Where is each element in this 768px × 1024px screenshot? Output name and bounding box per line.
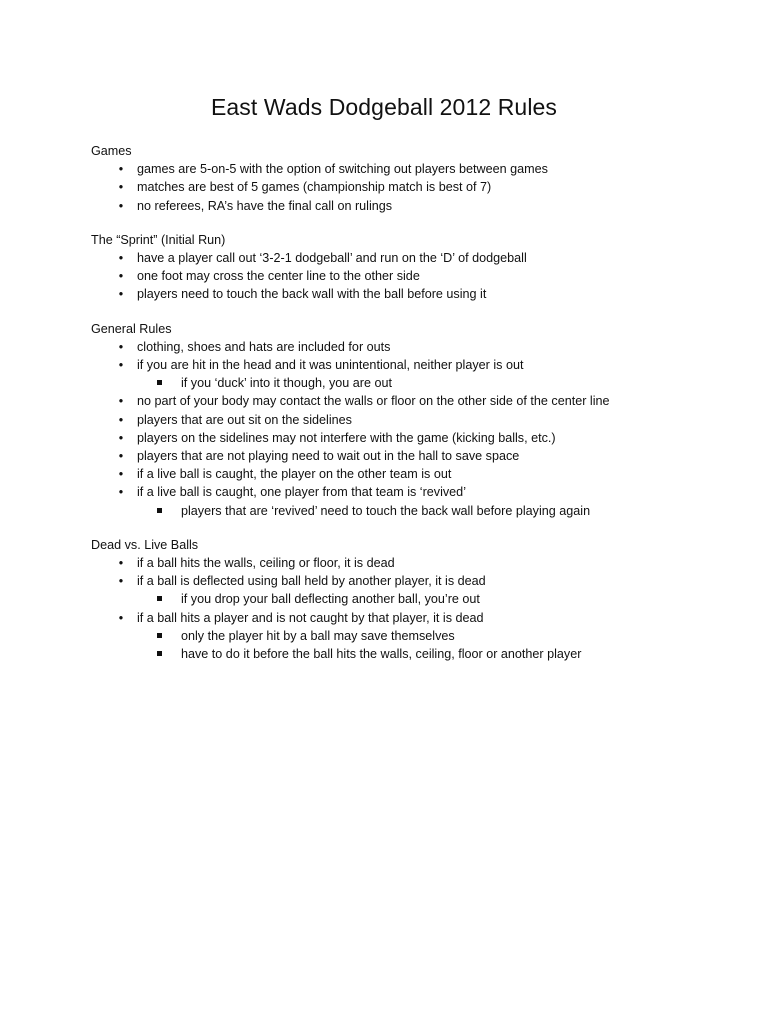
rule-subitem-text: players that are ‘revived’ need to touch the back wall before playing again [181,503,591,518]
section-heading: The “Sprint” (Initial Run) [91,232,226,247]
bullet-icon: • [118,556,124,571]
square-bullet-icon [157,651,162,656]
rule-item [91,197,711,215]
rules-section [91,320,711,520]
rule-item [91,554,711,572]
square-bullet-icon [157,633,162,638]
rule-item [91,429,711,447]
rule-item [91,338,711,356]
rule-item [91,465,711,483]
rule-subitem [91,502,711,520]
rule-subitem [91,645,711,663]
rule-subitem-text: if you drop your ball deflecting another ball, you’re out [181,592,480,607]
rule-item-text: no referees, RA’s have the final call on rulings [137,198,393,213]
section-heading: Dead vs. Live Balls [91,537,199,552]
bullet-icon: • [118,162,124,177]
rules-section [91,142,711,215]
rule-item-text: if a ball hits a player and is not caught by that player, it is dead [137,610,484,625]
bullet-icon: • [118,412,124,427]
rule-item-text: players that are not playing need to wait out in the hall to save space [137,449,520,464]
rule-list [91,160,711,215]
rule-list [91,249,711,304]
rule-item [91,267,711,285]
bullet-icon: • [118,269,124,284]
rule-item [91,285,711,303]
bullet-icon: • [118,485,124,500]
bullet-icon: • [118,287,124,302]
rule-item-text: games are 5-on-5 with the option of switching out players between games [137,162,548,177]
bullet-icon: • [118,467,124,482]
bullet-icon: • [118,610,124,625]
rule-item-text: players on the sidelines may not interfere with the game (kicking balls, etc.) [137,430,556,445]
rule-item [91,249,711,267]
rule-item [91,178,711,196]
rule-item [91,447,711,465]
rule-subitem [91,374,711,392]
rule-subitem-text: only the player hit by a ball may save themselves [181,628,455,643]
rule-item-text: clothing, shoes and hats are included for outs [137,339,391,354]
rule-item-text: if a ball is deflected using ball held by another player, it is dead [137,574,486,589]
bullet-icon: • [118,574,124,589]
bullet-icon: • [118,198,124,213]
rule-item [91,483,711,501]
bullet-icon: • [118,251,124,266]
rule-item-text: players need to touch the back wall with the ball before using it [137,287,487,302]
bullet-icon: • [118,430,124,445]
rules-section [91,536,711,663]
rule-item-text: if a ball hits the walls, ceiling or floor, it is dead [137,556,395,571]
rule-subitem [91,627,711,645]
rule-subitem-text: have to do it before the ball hits the walls, ceiling, floor or another player [181,647,582,662]
bullet-icon: • [118,394,124,409]
bullet-icon: • [118,339,124,354]
rule-list [91,338,711,520]
rule-item-text: players that are out sit on the sidelines [137,412,352,427]
section-heading: Games [91,144,132,158]
rule-item [91,411,711,429]
document-body [91,142,711,679]
square-bullet-icon [157,380,162,385]
rule-item [91,572,711,590]
rules-section [91,231,711,304]
bullet-icon: • [118,180,124,195]
square-bullet-icon [157,508,162,513]
rule-list [91,554,711,663]
rule-subitem [91,590,711,608]
section-heading: General Rules [91,321,172,336]
bullet-icon: • [118,358,124,373]
bullet-icon: • [118,449,124,464]
square-bullet-icon [157,596,162,601]
rule-item [91,160,711,178]
rule-subitem-text: if you ‘duck’ into it though, you are out [181,376,392,391]
rule-item [91,356,711,374]
rule-item-text: if a live ball is caught, one player from that team is ‘revived’ [137,485,466,500]
rule-item-text: one foot may cross the center line to the other side [137,269,420,284]
rule-item-text: matches are best of 5 games (championship match is best of 7) [137,180,492,195]
rule-item [91,392,711,410]
rule-item [91,609,711,627]
rule-item-text: if you are hit in the head and it was unintentional, neither player is out [137,358,524,373]
document-title: East Wads Dodgeball 2012 Rules [210,94,558,120]
rule-item-text: if a live ball is caught, the player on the other team is out [137,467,452,482]
rule-item-text: no part of your body may contact the walls or floor on the other side of the center line [137,394,610,409]
rule-item-text: have a player call out ‘3-2-1 dodgeball’ and run on the ‘D’ of dodgeball [137,251,527,266]
